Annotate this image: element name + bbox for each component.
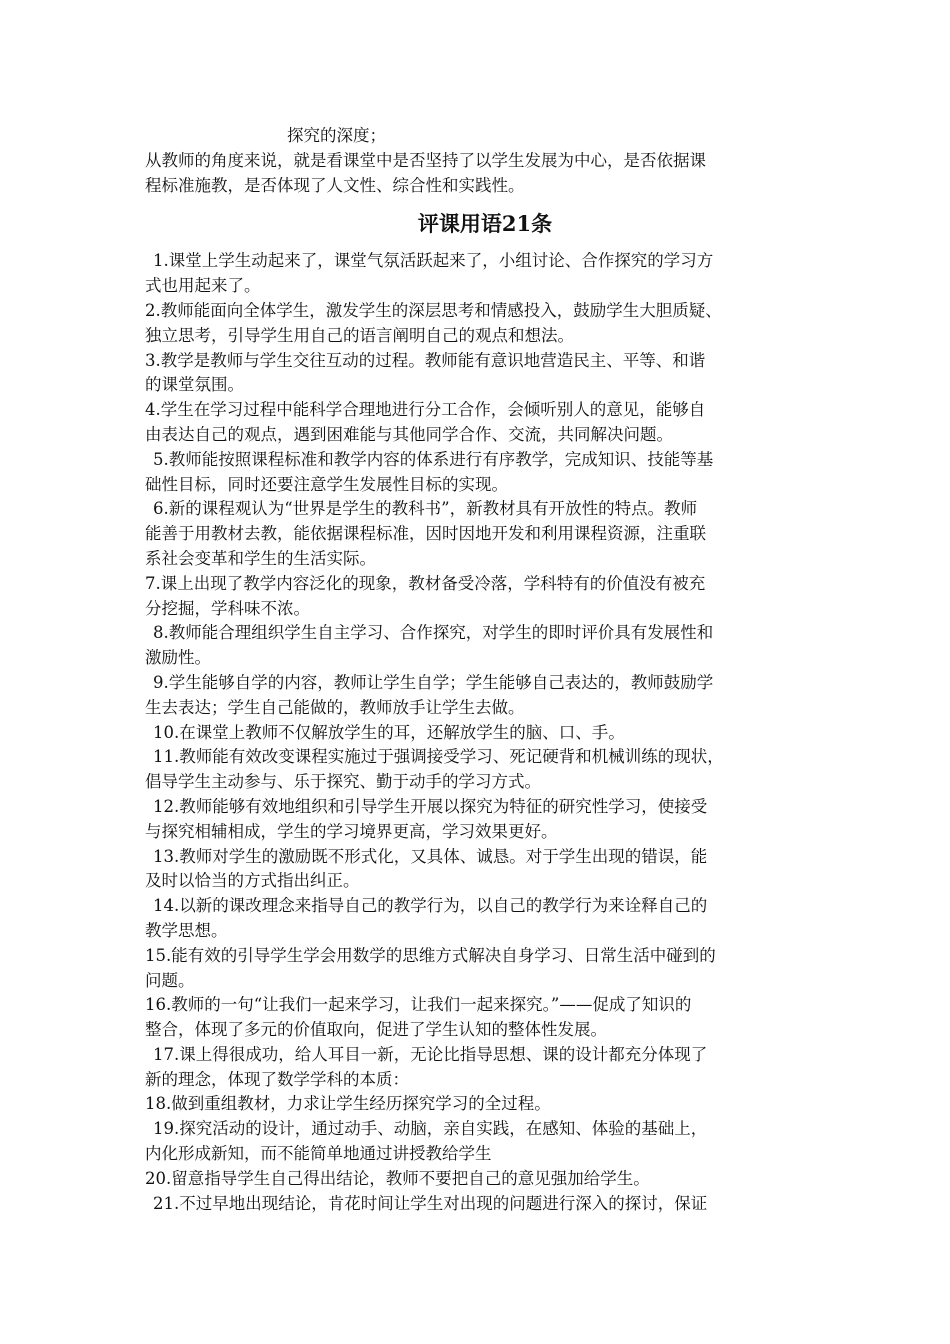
list-item: [145, 894, 825, 944]
item-line: 14.以新的课改理念来指导自己的教学行为，以自己的教学行为来诠释自己的: [153, 896, 708, 916]
item-line: 20.留意指导学生自己得出结论，教师不要把自己的意见强加给学生。: [145, 1168, 650, 1188]
list-item: [145, 944, 825, 994]
item-line: 础性目标，同时还要注意学生发展性目标的实现。: [145, 474, 508, 494]
intro-line-1: 探究的深度；: [287, 126, 386, 145]
list-item: [145, 993, 825, 1043]
intro-line-2: 从教师的角度来说，就是看课堂中是否坚持了以学生发展为中心，是否依据课: [145, 150, 706, 170]
item-line: 新的理念，体现了数学学科的本质：: [145, 1069, 409, 1089]
item-line: 9.学生能够自学的内容，教师让学生自学；学生能够自己表达的，教师鼓励学: [153, 672, 714, 692]
item-line: 教学思想。: [145, 920, 228, 940]
list-item: [145, 349, 825, 399]
list-item: [145, 721, 825, 746]
list-item: [145, 448, 825, 498]
item-line: 生去表达；学生自己能做的，教师放手让学生去做。: [145, 697, 525, 717]
item-line: 3.教学是教师与学生交往互动的过程。教师能有意识地营造民主、平等、和谐: [145, 350, 706, 370]
document-page: [145, 124, 825, 1216]
item-line: 能善于用教材去教，能依据课程标准，因时因地开发和利用课程资源，注重联: [145, 524, 706, 544]
item-line: 13.教师对学生的激励既不形式化，又具体、诚恳。对于学生出现的错误，能: [153, 846, 708, 866]
item-line: 问题。: [145, 970, 195, 990]
list-item: [145, 249, 825, 299]
item-line: 分挖掘，学科味不浓。: [145, 598, 310, 618]
list-item: [145, 621, 825, 671]
item-line: 7.课上出现了教学内容泛化的现象，教材备受冷落，学科特有的价值没有被充: [145, 573, 706, 593]
list-item: [145, 572, 825, 622]
list-item: [145, 671, 825, 721]
item-line: 激励性。: [145, 648, 211, 668]
list-item: [145, 497, 825, 571]
item-line: 18.做到重组教材，力求让学生经历探究学习的全过程。: [145, 1094, 551, 1114]
intro-line-3: 程标准施教，是否体现了人文性、综合性和实践性。: [145, 175, 525, 195]
list-item: [145, 1192, 825, 1217]
item-line: 5.教师能按照课程标准和教学内容的体系进行有序教学，完成知识、技能等基: [153, 449, 714, 469]
item-line: 由表达自己的观点，遇到困难能与其他同学合作、交流，共同解决问题。: [145, 424, 673, 444]
item-line: 内化形成新知，而不能简单地通过讲授教给学生: [145, 1144, 492, 1164]
item-line: 2.教师能面向全体学生，激发学生的深层思考和情感投入，鼓励学生大胆质疑、: [145, 300, 722, 320]
item-line: 及时以恰当的方式指出纠正。: [145, 871, 360, 891]
document-title: 评课用语21条: [417, 211, 553, 237]
list-item: [145, 1117, 825, 1167]
item-line: 10.在课堂上教师不仅解放学生的耳，还解放学生的脑、口、手。: [153, 722, 625, 742]
item-line: 17.课上得很成功，给人耳目一新，无论比指导思想、课的设计都充分体现了: [153, 1044, 708, 1064]
list-item: [145, 299, 825, 349]
item-line: 16.教师的一句“让我们一起来学习，让我们一起来探究。”——促成了知识的: [145, 995, 692, 1015]
item-line: 8.教师能合理组织学生自主学习、合作探究，对学生的即时评价具有发展性和: [153, 623, 714, 643]
list-item: [145, 745, 825, 795]
item-line: 6.新的课程观认为“世界是学生的教科书”，新教材具有开放性的特点。教师: [153, 499, 698, 519]
item-line: 21.不过早地出现结论，肯花时间让学生对出现的问题进行深入的探讨，保证: [153, 1193, 708, 1213]
list-item: [145, 1043, 825, 1093]
list-item: [145, 795, 825, 845]
item-line: 整合，体现了多元的价值取向，促进了学生认知的整体性发展。: [145, 1020, 607, 1040]
list-item: [145, 845, 825, 895]
item-line: 19.探究活动的设计，通过动手、动脑，亲自实践，在感知、体验的基础上，: [153, 1119, 708, 1139]
list-item: [145, 1167, 825, 1192]
item-line: 11.教师能有效改变课程实施过于强调接受学习、死记硬背和机械训练的现状，: [153, 747, 724, 767]
item-line: 独立思考，引导学生用自己的语言阐明自己的观点和想法。: [145, 325, 574, 345]
item-line: 12.教师能够有效地组织和引导学生开展以探究为特征的研究性学习，使接受: [153, 796, 708, 816]
item-line: 15.能有效的引导学生学会用数学的思维方式解决自身学习、日常生活中碰到的: [145, 945, 716, 965]
item-line: 1.课堂上学生动起来了，课堂气氛活跃起来了，小组讨论、合作探究的学习方: [153, 251, 714, 271]
list-item: [145, 1092, 825, 1117]
item-line: 式也用起来了。: [145, 276, 261, 296]
item-line: 倡导学生主动参与、乐于探究、勤于动手的学习方式。: [145, 772, 541, 792]
item-line: 的课堂氛围。: [145, 375, 244, 395]
item-line: 4.学生在学习过程中能科学合理地进行分工合作，会倾听别人的意见，能够自: [145, 400, 706, 420]
item-line: 系社会变革和学生的生活实际。: [145, 548, 376, 568]
list-item: [145, 398, 825, 448]
item-line: 与探究相辅相成，学生的学习境界更高，学习效果更好。: [145, 821, 558, 841]
